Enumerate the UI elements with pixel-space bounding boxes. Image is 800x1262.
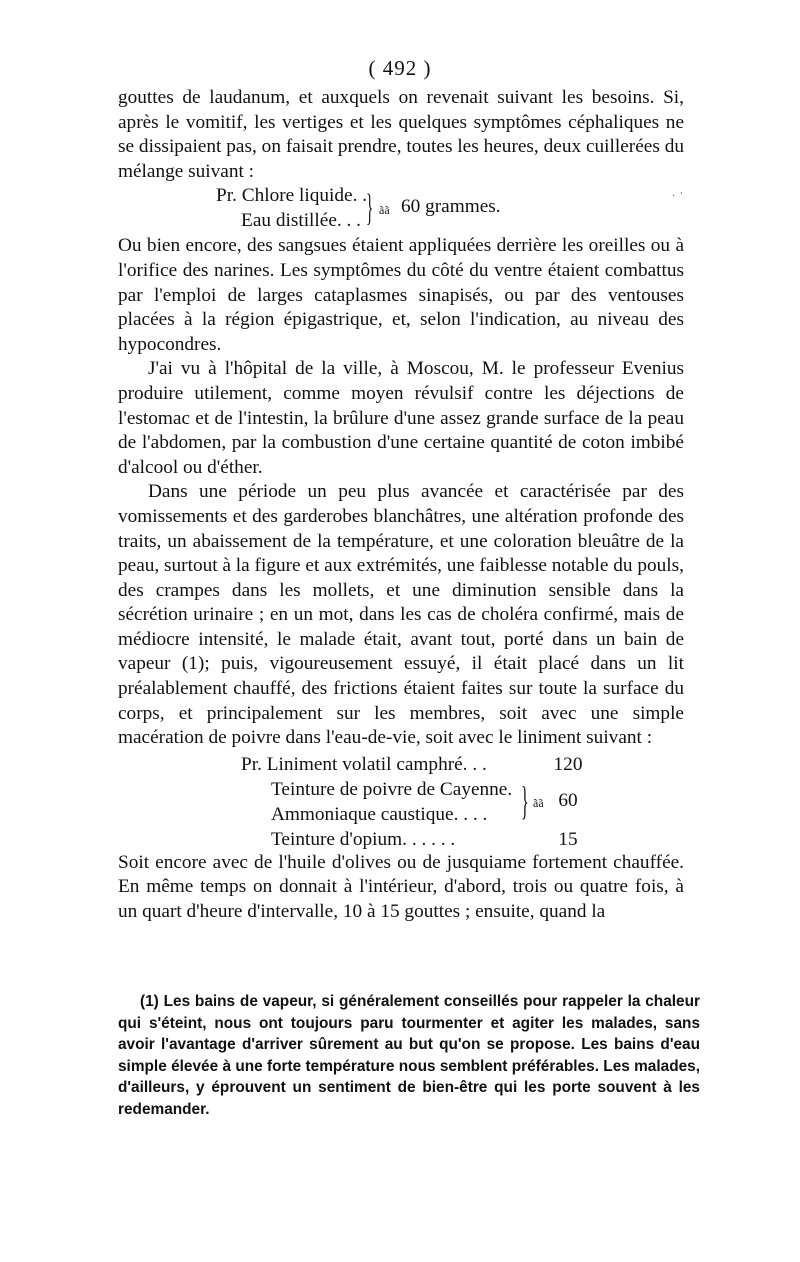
ana-mark: ãã [533,795,544,810]
prescription-amount: 60 grammes. [401,196,501,218]
liniment-row-1-label: Pr. Liniment volatil camphré. . . [241,753,487,775]
liniment-row-3-label: Ammoniaque caustique. . . . [271,803,488,825]
liniment-row-2 [118,778,684,803]
prescription-line-eau: Eau distillée. . . [241,210,361,232]
main-text [118,86,684,925]
liniment-row-1 [118,753,684,778]
ana-mark: ãã [379,203,390,218]
prescription-chlore [118,184,684,234]
paragraph-4: Dans une période un peu plus avancée et caractérisée par des vomissements et des garderobes blanchâtres, une altération profonde des traits, un abaissement de la température, et une coloration bleuâtre de la peau, surtout à la figure et aux extrémités, une faiblesse notable du pouls, des crampes dans les mollets, et une diminution sensible dans la sécrétion urinaire ; en un mot, dans les cas de choléra confirmé, mais de médiocre intensité, le malade était, avant tout, porté dans un bain de vapeur (1); puis, vigoureusement essuyé, il était placé dans un lit préalablement chauffé, des frictions étaient faites sur toute la surface du corps, et principalement sur les membres, soit avec une simple macération de poivre dans l'eau-de-vie, soit avec le liniment suivant : [118,481,684,749]
footnote [118,991,700,1120]
paragraph-2: Ou bien encore, des sangsues étaient appliquées derrière les oreilles ou à l'orifice des narines. Les symptômes du côté du ventre étaient combattus par l'emploi de larges cataplasmes sinapisés, ou par des ventouses placées à la région épigastrique, et, selon l'indication, au niveau des hypocondres. [118,235,684,355]
brace-symbol: } [521,777,529,823]
prescription-line-chlore: Pr. Chlore liquide. . [216,185,368,207]
liniment-row-1-value: 120 [553,753,583,775]
paragraph-5: Soit encore avec de l'huile d'olives ou de jusquiame fortement chauffée. En même temps on donnait à l'intérieur, d'abord, trois ou quatre fois, à un quart d'heure d'intervalle, 10 à 15 gouttes ; ensuite, quand la [118,851,684,923]
liniment-row-2-label: Teinture de poivre de Cayenne. [271,778,513,800]
paragraph-3: J'ai vu à l'hôpital de la ville, à Moscou, M. le professeur Evenius produire utilement, comme moyen révulsif contre les déjections de l'estomac et de l'intestin, la brûlure d'une assez grande surface de la peau de l'abdomen, par la combustion d'une certaine quantité de coton imbibé d'alcool ou d'éther. [118,358,684,478]
liniment-row-3 [118,803,684,828]
liniment-row-4 [118,828,684,853]
print-specks: · ' [672,191,683,202]
page-number: ( 492 ) [368,56,432,80]
prescription-liniment [118,751,684,851]
liniment-row-4-label: Teinture d'opium. . . . . . [271,828,456,850]
liniment-row-4-value: 15 [558,828,578,850]
brace-symbol: } [366,187,374,230]
paragraph-1: gouttes de laudanum, et auxquels on revenait suivant les besoins. Si, après le vomitif, les vertiges et les quelques symptômes céphaliques ne se dissipaient pas, on faisait prendre, toutes les heures, deux cuillerées du mélange suivant : [118,87,684,182]
brace-value: 60 [558,789,578,811]
footnote-text: (1) Les bains de vapeur, si généralement conseillés pour rappeler la chaleur qui s'éteint, nous ont toujours paru tourmenter et agiter les malades, sans avoir l'avantage d'arriver sûrement au but qu'on se propose. Les bains d'eau simple élevée à une forte température nous semblent préférables. Les malades, d'ailleurs, y éprouvent un sentiment de bien-être qui les porte souvent à les redemander. [118,993,700,1118]
